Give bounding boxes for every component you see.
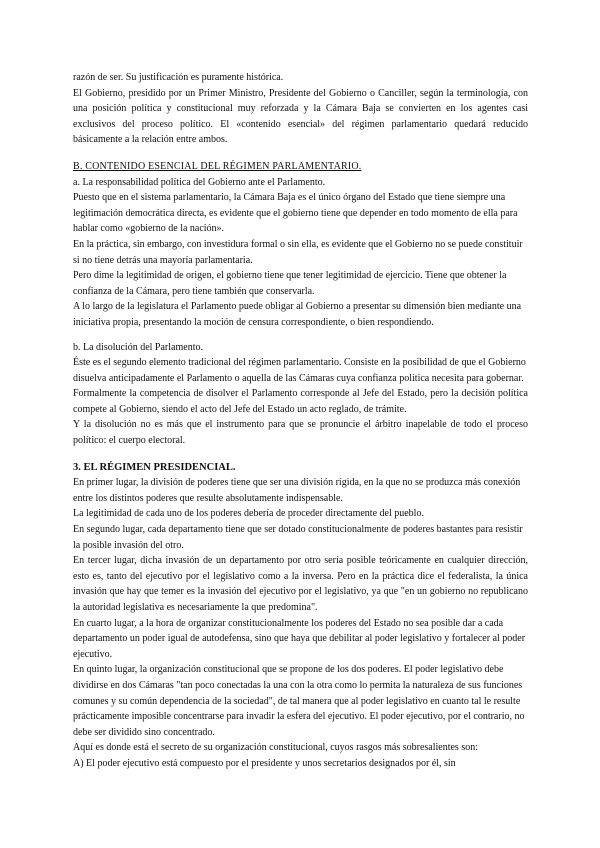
paragraph: Puesto que en el sistema parlamentario, la Cámara Baja es el único órgano del Estado que tiene siempre una legitimación democrática directa, es evidente que el gobierno tiene que depender en todo momento de ella para hablar como «gobierno de la nación». xyxy=(73,192,518,235)
paragraph: A lo largo de la legislatura el Parlamento puede obligar al Gobierno a presentar su dimensión bien mediante una iniciativa propia, presentando la moción de censura correspondiente, o bien respondiendo. xyxy=(73,301,522,328)
section-heading-3: 3. EL RÉGIMEN PRESIDENCIAL. xyxy=(73,461,236,473)
paragraph: La legitimidad de cada uno de los poderes debería de proceder directamente del pueblo. xyxy=(73,508,424,520)
paragraph: Pero dime la legitimidad de origen, el gobierno tiene que tener legitimidad de ejercicio. Tiene que obtener la confianza de la Cámara, pero tiene también que conservarla. xyxy=(73,270,507,297)
paragraph: En primer lugar, la división de poderes tiene que ser una división rígida, en la que no se produzca más conexión entre los distintos poderes que resulte absolutamente indispensable. xyxy=(73,477,521,504)
document-page xyxy=(73,70,528,772)
paragraph: En tercer lugar, dicha invasión de un departamento por otro sería posible teóricamente en cualquier dirección, esto es, tanto del ejecutivo por el legislativo como a la inversa. Pero en la práctica dice el federalista, la única invasión que hay que temer es la invasión del ejecutivo por el legislativo, ya que "en un gobierno no republicano la autoridad legislativa es necesariamente la que predomina". xyxy=(73,555,528,613)
paragraph: Y la disolución no es más que el instrumento para que se pronuncie el árbitro inapelable de todo el proceso político: el cuerpo electoral. xyxy=(73,419,528,447)
subsection-title: a. La responsabilidad política del Gobierno ante el Parlamento. xyxy=(73,176,326,188)
paragraph: En la práctica, sin embargo, con investidura formal o sin ella, es evidente que el Gobierno no se puede constituir si no tiene detrás una mayoría parlamentaria. xyxy=(73,238,523,266)
subsection-title: b. La disolución del Parlamento. xyxy=(73,341,203,353)
paragraph: En cuarto lugar, a la hora de organizar constitucionalmente los poderes del Estado no sea posible dar a cada departamento un poder igual de autodefensa, sino que haya que debilitar al poder legislativo y fortalecer al poder ejecutivo. xyxy=(73,617,526,660)
paragraph: En segundo lugar, cada departamento tiene que ser dotado constitucionalmente de poderes bastantes para resistir la posible invasión del otro. xyxy=(73,524,523,551)
paragraph: A) El poder ejecutivo está compuesto por el presidente y unos secretarios designados por él, sin xyxy=(73,757,456,769)
paragraph: Aquí es donde está el secreto de su organización constitucional, cuyos rasgos más sobresalientes son: xyxy=(73,742,478,754)
spacer xyxy=(73,449,528,460)
section-heading-b: B. CONTENIDO ESENCIAL DEL RÉGIMEN PARLAMENTARIO. xyxy=(73,160,362,172)
paragraph: El Gobierno, presidido por un Primer Ministro, Presidente del Gobierno o Canciller, según la terminología, con una posición política y constitucional muy reforzada y la Cámara Baja se convierten en los agentes casi exclusivos del proceso político. El «contenido esencial» del régimen parlamentario quedará reducido básicamente a la relación entre ambos. xyxy=(73,87,528,146)
paragraph: razón de ser. Su justificación es puramente histórica. xyxy=(73,72,284,83)
spacer xyxy=(73,331,528,340)
paragraph: Formalmente la competencia de disolver el Parlamento corresponde al Jefe del Estado, pero la decisión política compete al Gobierno, siendo el acto del Jefe del Estado un acto reglado, de trámite. xyxy=(73,388,528,415)
spacer xyxy=(73,148,528,159)
paragraph: Éste es el segundo elemento tradicional del régimen parlamentario. Consiste en la posibilidad de que el Gobierno disuelva anticipadamente el Parlamento o aquella de las Cámaras cuya confianza política necesita para gobernar. xyxy=(73,357,526,384)
paragraph: En quinto lugar, la organización constitucional que se propone de los dos poderes. El poder legislativo debe dividirse en dos Cámaras "tan poco conectadas la una con la otra como lo permita la naturaleza de sus funciones comunes y su común dependencia de la sociedad", de tal manera que al poder legislativo en cuanto tal le resulte prácticamente imposible concentrarse para invadir la esfera del ejecutivo. El poder ejecutivo, por el contrario, no debe ser dividido sino concentrado. xyxy=(73,664,525,738)
